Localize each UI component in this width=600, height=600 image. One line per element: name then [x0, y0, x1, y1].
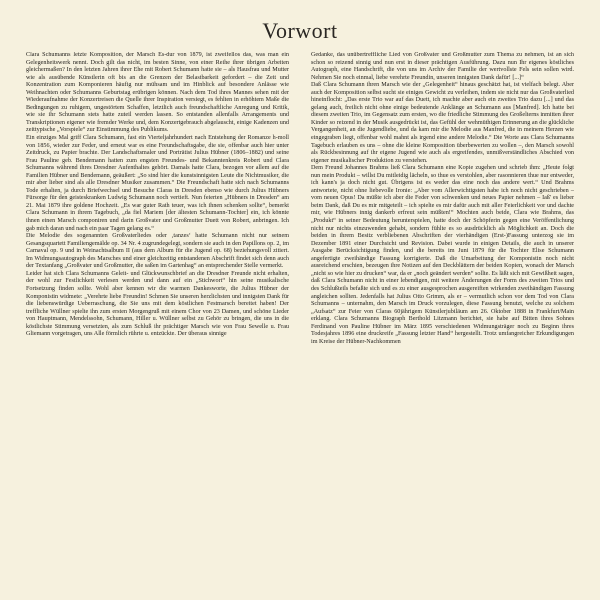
paragraph: Clara Schumanns letzte Komposition, der Marsch Es-dur von 1879, ist zweifellos das, was man ein Gelegenheitswerk nennt. Doch gilt das nicht, im besten Sinne, von einer Reihe ihrer übrigen Arbeiten gleichermaßen? In den letzten Jahren ihrer Ehe mit Robert Schumann hatte sie – als Hausfrau und Mutter wie als ausübende Künstlerin oft bis an die Grenzen der Belastbarkeit gefordert – die Zeit und Konzentration zum Komponieren häufig nur mühsam und im Hinblick auf besondere Anlässe wie Weihnachten oder Schumanns Geburtstag erübrigen können. Nach dem Tod ihres Mannes sehen mit der Wiederaufnahme der Konzertreisen die Quelle ihrer Inspiration versiegt, es fehlten in erhöhtem Maße die Bedingungen zu ruhigem, ungestörtem Schaffen, letztlich auch freundschaftliche Anregung und Kritik, wie sie ihr Schumann stets hatte zuteil werden lassen. So entstanden allenfalls Arrangements und Transkriptionen eigener wie fremder Werke und, dem Konzertgebrauch abgelauscht, einige Kadenzen und zeittypische „Vorspiele“ zur Einstimmung des Publikums. — [26, 52, 289, 134]
paragraph: Ein einziges Mal griff Clara Schumann, fast ein Vierteljahrhundert nach Entstehung der Romanze h-moll von 1856, wieder zur Feder, und erneut war es eine Freundschaftsgabe, die sie, offenbar auch hier unter Zeitdruck, zu Papier brachte. Der Landschaftsmaler und Porträtist Julius Hübner (1806–1882) und seine Frau Pauline geb. Bendemann hatten zum engsten Freundes- und Bekanntenkreis Robert und Clara Schumanns während ihres Dresdner Aufenthaltes gehört. Damals hatte Clara, bezogen vor allem auf die Familien Hübner und Bendemann, geäußert: „So sind hier die kunstsinnigsten Leute die Nichtmusiker, die mir aber lieber sind als alle Dresdner Musiker zusammen.“ Die Freundschaft hatte sich nach Schumanns Tode erhalten, ja durch Briefwechsel und Besuche Claras in Dresden ebenso wie durch Julius Hübners Fürsorge für den geisteskranken Ludwig Schumann noch vertieft. Nun feierten „Hübners in Dresden“ am 21. Mai 1879 ihre goldene Hochzeit. „Es war guter Rath teuer, was ich ihnen schenken sollte“, bemerkt Clara Schumann in ihrem Tagebuch, „da fiel Mariem [der ältesten Schumann-Tochter] ein, ich könnte ihnen einen Marsch componiren und darin Großvater und Großmutter Duett von Robert, anbringen. Ich gab mich daran und nach ein paar Tagen gelang es.“ — [26, 135, 289, 232]
text-columns — [26, 52, 574, 600]
left-column — [26, 52, 289, 600]
page-title: Vorwort — [262, 18, 338, 43]
paragraph: Leider hat sich Clara Schumanns Geleit- und Glückwunschbrief an die Dresdner Freunde nicht erhalten, der wohl zur Festlichkeit verlesen werden und dann auf ein „Stichwort“ hin seine musikalische Fortsetzung finden sollte. Wohl aber kennen wir die warmen Dankesworte, die Julius Hübner der Komponistin widmete: „Verehrte liebe Freundin! Schmen Sie unseren herzlichsten und innigsten Dank für die liebenswürdige Ueberraschung, die Sie uns mit dem köstlichen Festmarsch bereitet haben! Der treffliche Wüllner spielte ihn zum ersten Morgengruß mit einem Chor von 23 Damen, und schöne Lieder von Hauptmann, Mendelssohn, Schumann, Hiller u. Wüllner selbst zu Gehör zu bringen, die uns in die köstlichste Stimmung versetzten, als zum Schluß ihr prächtiger Marsch wie von Frau Sewelle u. Frau Gliemann vorgetragen, uns Alle förmlich rührte u. entzückte. Der überaus sinnige — [26, 270, 289, 338]
paragraph: Dem Freund Johannes Brahms ließ Clara Schumann eine Kopie zugehen und schrieb ihm: „Heute folgt nun mein Produkt – willst Du mitleidig lächeln, so thue es verstohlen, aber rasonnieren thue nur entweder, ich kann's ja doch nicht gut. Übrigens ist es weder das eine noch das andere wert.“ Und Brahms antwortete, nicht ohne liebevolle Ironie: „Aber vom Allerwichtigsten habe ich noch nicht geschrieben – vom neuen Opus! Da müßte ich aber die Feder von schwenken und neues Papier nehmen – Iaß' es lieber beim Dank, daß Du es mir mitgeteilt – ich spielte es mir dafür auch mit aller Feierlichkeit vor und dachte mir, wie Hübners innig dankerb erfreut sein müßten!“ Mochten auch beide, Clara wie Brahms, das „Produkt“ in seiner Bedeutung herunterspielen, hatte doch der Schöpferin gegen eine Veröffentlichung nicht nur nichts einzuwenden gehabt, sondern fühlte es so ausdrücklich als Möglichkeit an. Doch die beiden in ihrem Besitz verbliebenen Abschriften der vierhändigen (Erst-)Fassung unterzog sie im Dezember 1891 einer Durchsicht und Revision. Dabei wurde in einigen Details, die auch in unserer Ausgabe Berücksichtigung finden, und die bereits im Juni 1879 für die Tochter Elise Schumann angefertigte zweihändige Fassung korrigierte. Daß die Umarbeitung der Komponistin noch nicht ausreichend erschien, bezeugen ihre Notizen auf den Deckblättern der beiden Kopien, wonach der Marsch „nicht so wie hier zu drucken“ war, da er „noch geändert werden“ sollte. Es läßt sich mit Gewißheit sagen, daß Clara Schumann nicht in einer lebendigen, mit weitere Änderungen der Form des zweiten Trios und des Schlußteils befaßte sich und es zu einer ausgesprochen ausgereiften wirkenden zweihändigen Fassung angleichen sollten. Jedenfalls hat Julius Otto Grimm, als er – vermutlich schon vor dem Tod von Clara Schumanns – unternahm, den Marsch im Druck vorzulegen, diese Fassung benutzt, welche zu solchem „Aufsatz“ zur Feier von Claras 60jährigem Künstlerjubiläum am 26. Oktober 1888 in Frankfurt/Main erklang. Clara Schumanns Biograph Berthold Litzmann berichtet, sie habe auf Bitten ihres Sohnes Ferdinand von Pauline Hübner im März 1895 verschiedenen Widmungsträger noch zu Beginn ihres Todesjahres 1896 eine druckreife „Fassung letzter Hand“ hergestellt. Trotz umfangreicher Erkundigungen im Kreise der Hübner-Nachkommen — [311, 165, 574, 345]
paragraph: Gedanke, das unübertreffliche Lied von Großvater und Großmutter zum Thema zu nehmen, ist an sich schon so reizend sinnig und nun erst in dieser prächtigen Ausführung. Dazu nun Ihr eigenes köstliches Autograph, eine Handschrift, die von uns im Archiv der Familie der wertvollste Fels sein sollen wird. Nehmen Sie noch einmal, liebe verehrte Freundin, unseren innigsten Dank dafür! [...]“ — [311, 52, 574, 81]
paragraph: Daß Clara Schumann ihren Marsch wie der „Gelegenheit“ hinaus geschätzt hat, ist vielfach belegt. Aber auch der Komposition selbst sucht sie einiges Gewicht zu verleihen, indem sie nicht nur das Großvaterlied hineinflocht: „Das erste Trio war auf das Duett, ich machte aber auch ein zweites Trio dazu [...] und das gelang auch, freilich nicht ohne einige bedeutende Anklänge an Schumann aus [Manfred]. Ich hatte bei diesem zweiten Trio, im Gegensatz zum ersten, wo die friedliche Stimmung des Großelterns inmitten ihrer Kinder so reizend in der Musik ausgedrückt ist, das Gefühl der wehmüthigen Erinnerung an die glückliche Vergangenheit, an die Jugendliebe, und da kam mir die Melodie aus Manfred, die in meinem Herzen wie eingegraben liegt, offenbar wohl mahnt als irgend eine andere Melodie.“ Die Worte aus Clara Schumanns Tagebuch erlauben es uns – ohne die kleine Komposition überbewerten zu wollen –, den Marsch sowohl als Rückbesinnung auf ihr eigene Jugend wie auch als ergreifendes, unmißverständliches Abschied von eigener musikalischer Produktion zu verstehen. — [311, 82, 574, 164]
right-column — [311, 52, 574, 600]
paragraph: Die Melodie des sogenannten Großvaterliedes oder ‚tanzes‘ hatte Schumann nicht nur seinem Gesangsquartett Familiengemälde op. 34 Nr. 4 zugrundegelegt, sondern sie auch in den Papillons op. 2, im Carnaval op. 9 und in Weinachtsalbum II (aus dem Album für die Jugend op. 68) beziehungsvoll zitiert. Im Widmungsautograph des Marsches und einer gleichzeitig entstandenen Abschrift findet sich denn auch der Textanfang „Großvater und Großmutter, die saßen im Gartenhag“ an entsprechender Stelle vermerkt. — [26, 233, 289, 270]
